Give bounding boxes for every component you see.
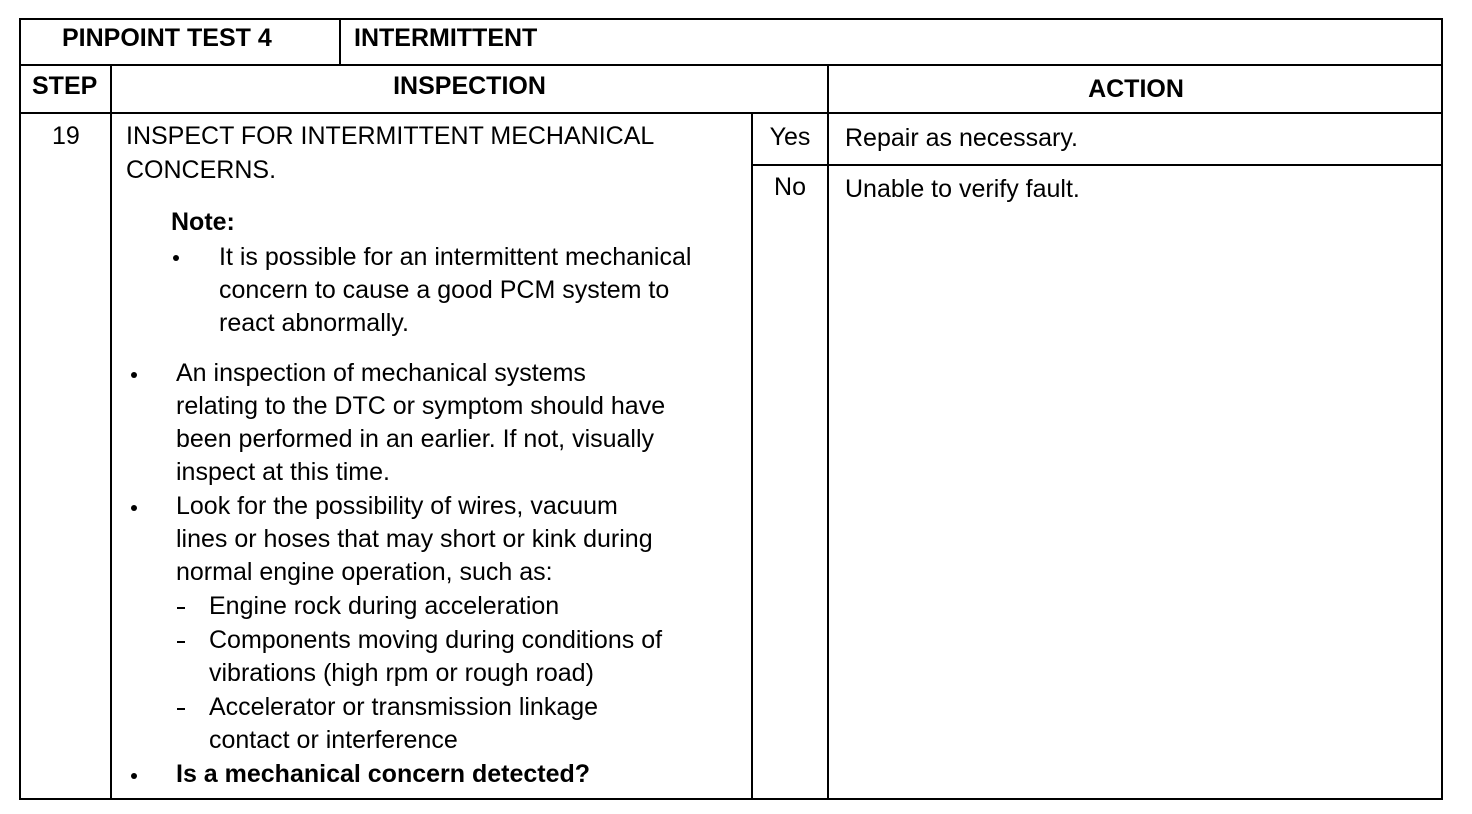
test-label: PINPOINT TEST 4	[62, 24, 272, 52]
note-line: concern to cause a good PCM system to	[219, 276, 670, 304]
table-border-left	[19, 18, 21, 800]
bullet-2-line: normal engine operation, such as:	[176, 558, 553, 586]
bullet-1-line: relating to the DTC or symptom should have	[176, 392, 666, 420]
bullet-2-line: lines or hoses that may short or kink during	[176, 525, 653, 553]
bullet-icon	[131, 505, 137, 511]
sub-item-line: Engine rock during acceleration	[209, 592, 560, 620]
question: Is a mechanical concern detected?	[176, 760, 591, 788]
bullet-1-line: An inspection of mechanical systems	[176, 359, 586, 387]
answer-no-label: No	[774, 173, 806, 201]
sub-item-line: Accelerator or transmission linkage	[209, 693, 599, 721]
table-border-right	[1441, 18, 1443, 800]
table-border-bottom	[19, 798, 1443, 800]
header-divider	[19, 64, 1443, 66]
note-line: react abnormally.	[219, 309, 409, 337]
action-column-divider	[827, 64, 829, 800]
inspection-title-line-1: INSPECT FOR INTERMITTENT MECHANICAL	[126, 122, 655, 150]
note-label: Note:	[171, 208, 235, 236]
column-header-divider	[19, 112, 1443, 114]
action-column-header: ACTION	[1088, 75, 1184, 103]
step-number: 19	[52, 122, 80, 150]
table-border-top	[19, 18, 1443, 20]
bullet-icon	[131, 773, 137, 779]
header-cell-divider	[339, 18, 341, 66]
answer-column-divider	[751, 112, 753, 800]
sub-item-line: Components moving during conditions of	[209, 626, 663, 654]
answer-yes-label: Yes	[769, 123, 811, 151]
dash-icon	[177, 607, 185, 609]
inspection-column-header: INSPECTION	[393, 72, 546, 100]
test-name: INTERMITTENT	[354, 24, 538, 52]
sub-item-line: vibrations (high rpm or rough road)	[209, 659, 594, 687]
dash-icon	[177, 641, 185, 643]
bullet-1-line: been performed in an earlier. If not, visually	[176, 425, 655, 453]
sub-item-line: contact or interference	[209, 726, 458, 754]
bullet-1-line: inspect at this time.	[176, 458, 390, 486]
step-column-header: STEP	[32, 72, 98, 100]
inspection-title-line-2: CONCERNS.	[126, 156, 277, 184]
note-bullet-icon	[173, 255, 179, 261]
step-column-divider	[110, 64, 112, 800]
bullet-2-line: Look for the possibility of wires, vacuum	[176, 492, 618, 520]
note-line: It is possible for an intermittent mechanical	[219, 243, 692, 271]
answer-yes-action: Repair as necessary.	[845, 124, 1078, 152]
dash-icon	[177, 708, 185, 710]
answer-divider	[752, 164, 1443, 166]
answer-no-action: Unable to verify fault.	[845, 175, 1080, 203]
bullet-icon	[131, 372, 137, 378]
